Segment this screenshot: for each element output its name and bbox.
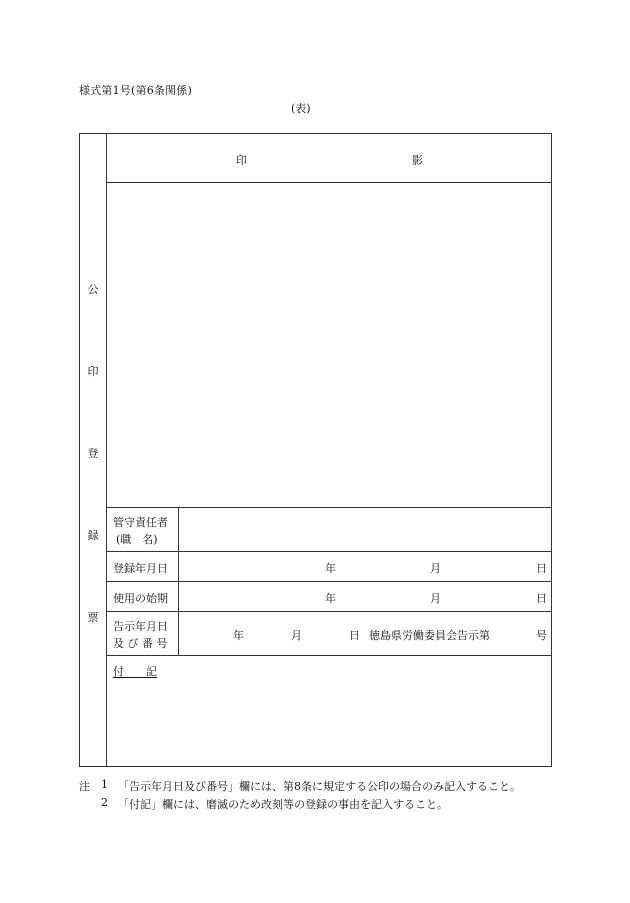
appendix-label: 付 記 — [113, 665, 157, 678]
appendix-field[interactable] — [107, 680, 551, 764]
manager-label: 管守責任者 — [113, 516, 168, 529]
note-text: 「告示年月日及び番号」欄には、第8条に規定する公印の場合のみ記入すること。 — [118, 780, 521, 793]
manager-field[interactable] — [179, 508, 551, 551]
note-number: 2 — [101, 796, 108, 809]
month-unit: 月 — [291, 629, 302, 642]
month-unit: 月 — [430, 592, 441, 605]
number-unit: 号 — [536, 629, 547, 642]
registration-date-label: 登録年月日 — [113, 562, 168, 575]
day-unit: 日 — [536, 562, 547, 575]
month-unit: 月 — [430, 562, 441, 575]
year-unit: 年 — [325, 562, 336, 575]
row-divider — [106, 655, 551, 656]
day-unit: 日 — [349, 629, 360, 642]
use-start-field[interactable] — [179, 582, 551, 611]
year-unit: 年 — [325, 592, 336, 605]
use-start-label: 使用の始期 — [113, 592, 168, 605]
form-title: 様式第1号(第6条関係) — [79, 84, 192, 97]
seal-impression-label-right: 影 — [412, 154, 423, 167]
notice-date-label: 告示年月日 — [113, 620, 168, 633]
seal-impression-label-left: 印 — [236, 154, 247, 167]
registration-date-field[interactable] — [179, 552, 551, 581]
day-unit: 日 — [536, 592, 547, 605]
side-label: (表) — [291, 102, 311, 115]
note-number: 1 — [101, 778, 108, 791]
note-text: 「付記」欄には、磨滅のため改刻等の登録の事由を記入すること。 — [118, 798, 448, 811]
vertical-title-char: 票 — [87, 611, 99, 624]
vertical-title-char: 登 — [87, 447, 99, 460]
year-unit: 年 — [233, 629, 244, 642]
seal-impression-area[interactable] — [107, 183, 551, 506]
manager-title-label: (職 名) — [116, 533, 158, 546]
registration-form-table — [79, 133, 552, 767]
notice-number-label: 及 び 番 号 — [113, 637, 168, 650]
notice-issuer-text: 徳島県労働委員会告示第 — [369, 629, 490, 642]
vertical-title-char: 録 — [87, 529, 99, 542]
vertical-title-char: 印 — [87, 365, 99, 378]
notice-date-number-field[interactable] — [179, 612, 551, 655]
vertical-title-char: 公 — [87, 283, 99, 296]
notes-prefix: 注 — [79, 780, 90, 793]
